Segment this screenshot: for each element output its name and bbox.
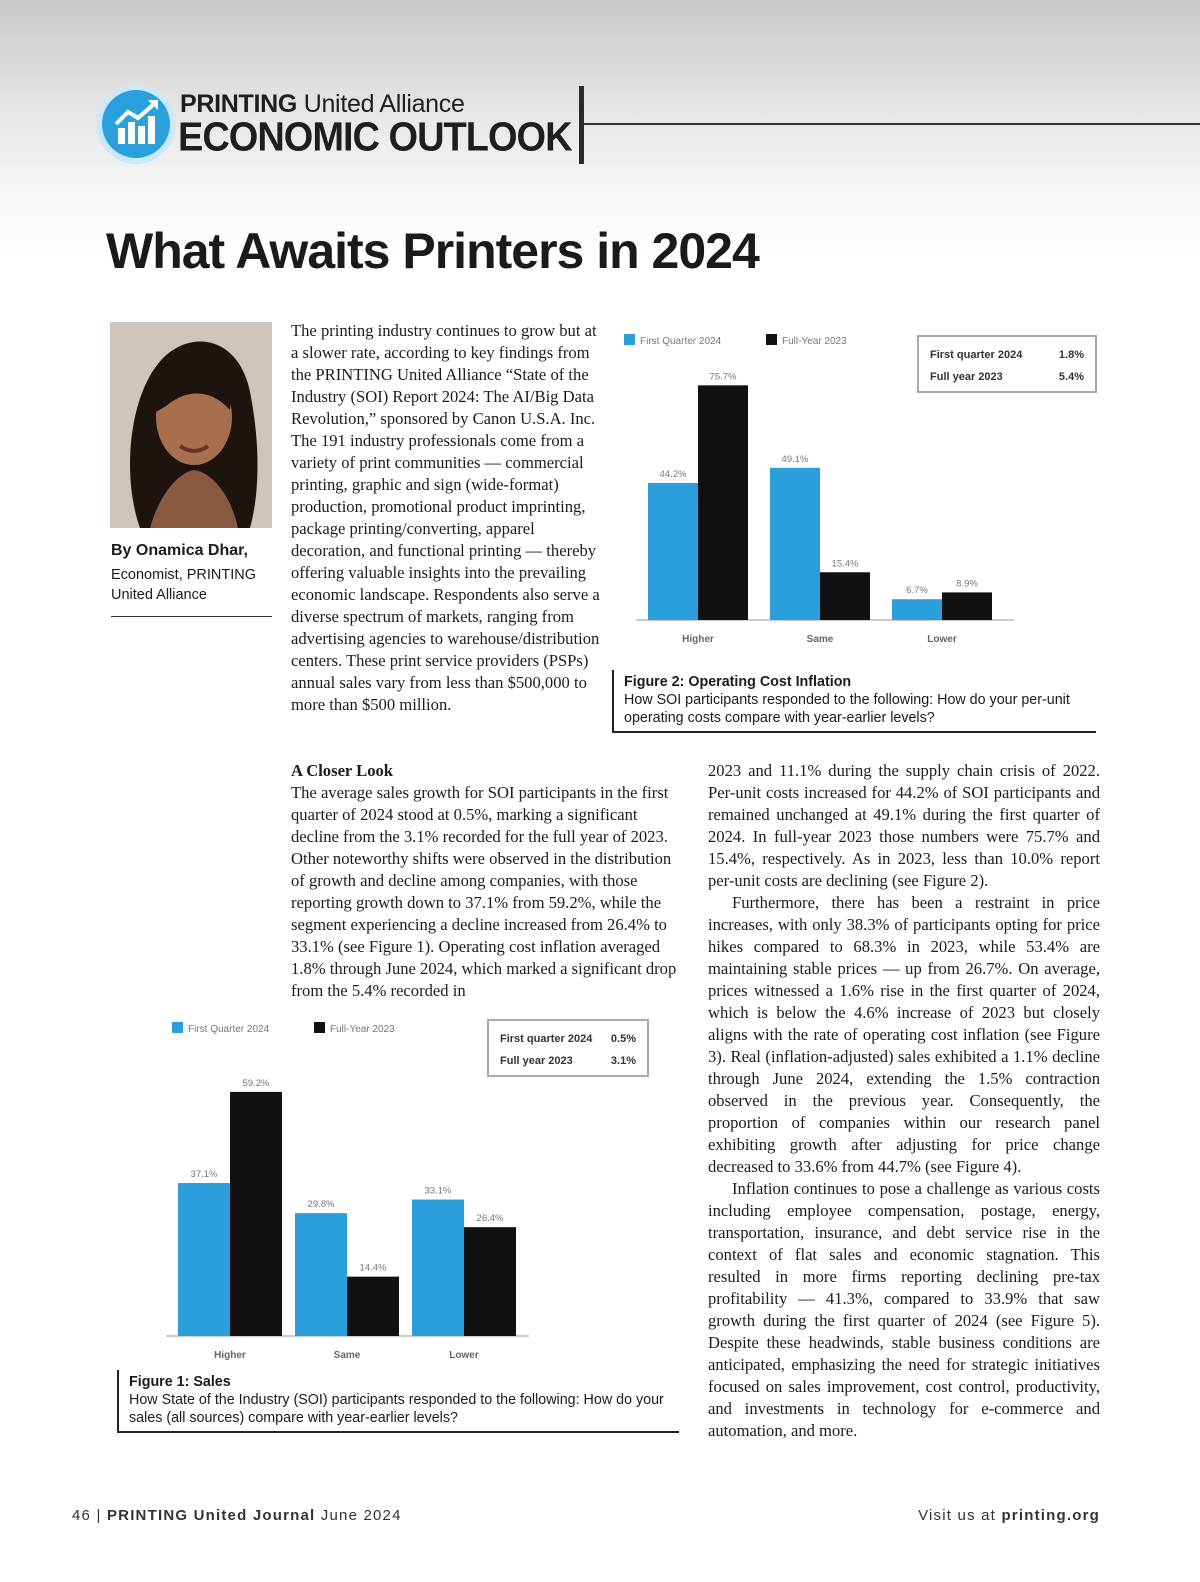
bar (464, 1227, 516, 1336)
category-label: Higher (214, 1350, 246, 1361)
data-label: 15.4% (831, 558, 859, 570)
bar (770, 468, 820, 620)
middle-paragraph: The average sales growth for SOI participants in the first quarter of 2024 stood at 0.5%, marking a significant decline from the 3.1% recorded for the full year of 2023. Other noteworthy shifts were observed in the distribution of growth and decline among companies, with those reporting growth down to 37.1% from 59.2%, while the segment experiencing a decline increased from 26.4% to 33.1% (see Figure 1). Operating cost inflation averaged 1.8% through June 2024, which marked a significant drop from the 5.4% recorded in (291, 783, 677, 1000)
legend-label: First Quarter 2024 (640, 336, 722, 347)
data-label: 33.1% (424, 1185, 452, 1197)
figure-2-title: Figure 2: Operating Cost Inflation (624, 674, 852, 690)
category-label: Same (333, 1350, 361, 1361)
data-label: 6.7% (906, 585, 928, 597)
bar (295, 1213, 347, 1336)
author-photo (110, 322, 272, 528)
summary-box (488, 1020, 648, 1076)
bar (648, 483, 698, 620)
legend-label: First Quarter 2024 (188, 1024, 270, 1035)
right-column (708, 760, 1100, 1442)
section-heading: A Closer Look (291, 761, 394, 780)
footer-right: Visit us at printing.org (918, 1507, 1100, 1524)
header-divider (579, 86, 584, 164)
bar (347, 1277, 399, 1336)
footer-left: 46 | PRINTING United Journal June 2024 (72, 1507, 402, 1524)
right-paragraph-2: Furthermore, there has been a restraint in price increases, with only 38.3% of participants opting for price hikes compared to 68.3% in 2023, while 53.4% are maintaining stable prices — up from 26.7%. On average, prices witnessed a 1.6% rise in the first quarter of 2024, which is below the 4.6% increase of 2023 but closely aligns with the rate of operating cost inflation (see Figure 3). Real (inflation-adjusted) sales exhibited a 1.1% decline through June 2024, extending the 1.5% contraction observed in the previous year. Consequently, the proportion of companies within our research panel exhibiting growth after adjusting for price change decreased to 33.6% from 44.7% (see Figure 4). (708, 893, 1100, 1176)
data-label: 75.7% (709, 371, 737, 383)
legend-label: Full-Year 2023 (782, 336, 847, 347)
right-paragraph-1: 2023 and 11.1% during the supply chain crisis of 2022. Per-unit costs increased for 44.2% of SOI participants and remained unchanged at 49.1% during the first quarter of 2024. In full-year 2023 those numbers were 75.7% and 15.4%, respectively. As in 2023, less than 10.0% report per-unit costs are declining (see Figure 2). (708, 761, 1100, 890)
summary-label: Full year 2023 (930, 371, 1003, 383)
alliance-logo (96, 84, 176, 164)
category-label: Lower (927, 634, 957, 645)
summary-value: 0.5% (610, 1033, 636, 1045)
category-label: Same (806, 634, 834, 645)
right-paragraph-3: Inflation continues to pose a challenge as various costs including employee compensation, postage, energy, transportation, insurance, and debt service rise in the context of flat sales and economic stagnation. This resulted in more firms reporting declining pre-tax profitability — 41.3%, compared to 33.9% that saw growth during the first quarter of 2024 (see Figure 5). Despite these headwinds, stable business conditions are anticipated, emphasizing the need for strategic initiatives focused on sales improvement, cost control, productivity, and investments in technology for e-commerce and automation, and more. (708, 1179, 1100, 1440)
data-label: 59.2% (242, 1077, 270, 1089)
issue-date: June 2024 (320, 1507, 402, 1524)
figure-2-description: How SOI participants responded to the following: How do your per-unit operating costs compare with year-earlier levels? (624, 692, 1070, 726)
figure-1-title: Figure 1: Sales (129, 1374, 231, 1390)
data-label: 37.1% (190, 1169, 218, 1181)
page-number: 46 (72, 1507, 92, 1524)
journal-name: PRINTING United Journal (106, 1507, 316, 1524)
summary-label: First quarter 2024 (930, 349, 1023, 361)
header-rule (584, 123, 1200, 125)
summary-box (918, 336, 1096, 392)
author-rule (111, 616, 272, 617)
summary-label: First quarter 2024 (500, 1033, 593, 1045)
article-title: What Awaits Printers in 2024 (106, 223, 759, 279)
figure-2-chart (612, 322, 1102, 662)
data-label: 29.8% (307, 1199, 335, 1211)
figure-1-caption (117, 1370, 679, 1433)
data-label: 44.2% (659, 468, 687, 480)
legend-swatch (172, 1022, 183, 1033)
website-link[interactable]: printing.org (1001, 1507, 1100, 1524)
figure-1-svg (160, 1010, 660, 1370)
legend-label: Full-Year 2023 (330, 1024, 395, 1035)
data-label: 8.9% (956, 578, 978, 590)
summary-label: Full year 2023 (500, 1055, 573, 1067)
bar (412, 1200, 464, 1336)
data-label: 14.4% (359, 1262, 387, 1274)
figure-1-description: How State of the Industry (SOI) participants responded to the following: How do your sales (all sources) compare with year-earlier levels? (129, 1392, 664, 1426)
author-role: Economist, PRINTING United Alliance (111, 567, 257, 603)
bar (942, 592, 992, 620)
summary-value: 1.8% (1058, 349, 1084, 361)
bar (698, 385, 748, 620)
legend-swatch (624, 334, 635, 345)
bar (892, 599, 942, 620)
data-label: 26.4% (476, 1213, 504, 1225)
bar (230, 1092, 282, 1336)
figure-1-chart (160, 1010, 660, 1370)
author-name: By Onamica Dhar, (111, 542, 248, 559)
legend-swatch (314, 1022, 325, 1033)
summary-value: 3.1% (610, 1055, 636, 1067)
bar-chart-trend-arrow-icon (102, 90, 170, 158)
bar (820, 572, 870, 620)
figure-2-caption (612, 670, 1096, 733)
data-label: 49.1% (781, 453, 809, 465)
category-label: Higher (682, 634, 714, 645)
brand-name: PRINTING United Alliance (180, 90, 465, 118)
bar (178, 1183, 230, 1336)
category-label: Lower (449, 1350, 479, 1361)
legend-swatch (766, 334, 777, 345)
figure-2-svg (612, 322, 1102, 662)
summary-value: 5.4% (1058, 371, 1084, 383)
middle-column (291, 760, 681, 1002)
intro-paragraph: The printing industry continues to grow but at a slower rate, according to key findings from the PRINTING United Alliance “State of the Industry (SOI) Report 2024: The AI/Big Data Revolution,” sponsored by Canon U.S.A. Inc. The 191 industry professionals come from a variety of print communities — commercial printing, graphic and sign (wide-format) production, promotional product imprinting, package printing/converting, apparel decoration, and functional printing — thereby offering valuable insights into the prevailing economic landscape. Respondents also serve a diverse spectrum of markets, ranging from advertising agencies to warehouse/distribution centers. These print service providers (PSPs) annual sales vary from less than $500,000 to more than $500 million. (291, 321, 600, 714)
section-name: ECONOMIC OUTLOOK (178, 115, 572, 161)
